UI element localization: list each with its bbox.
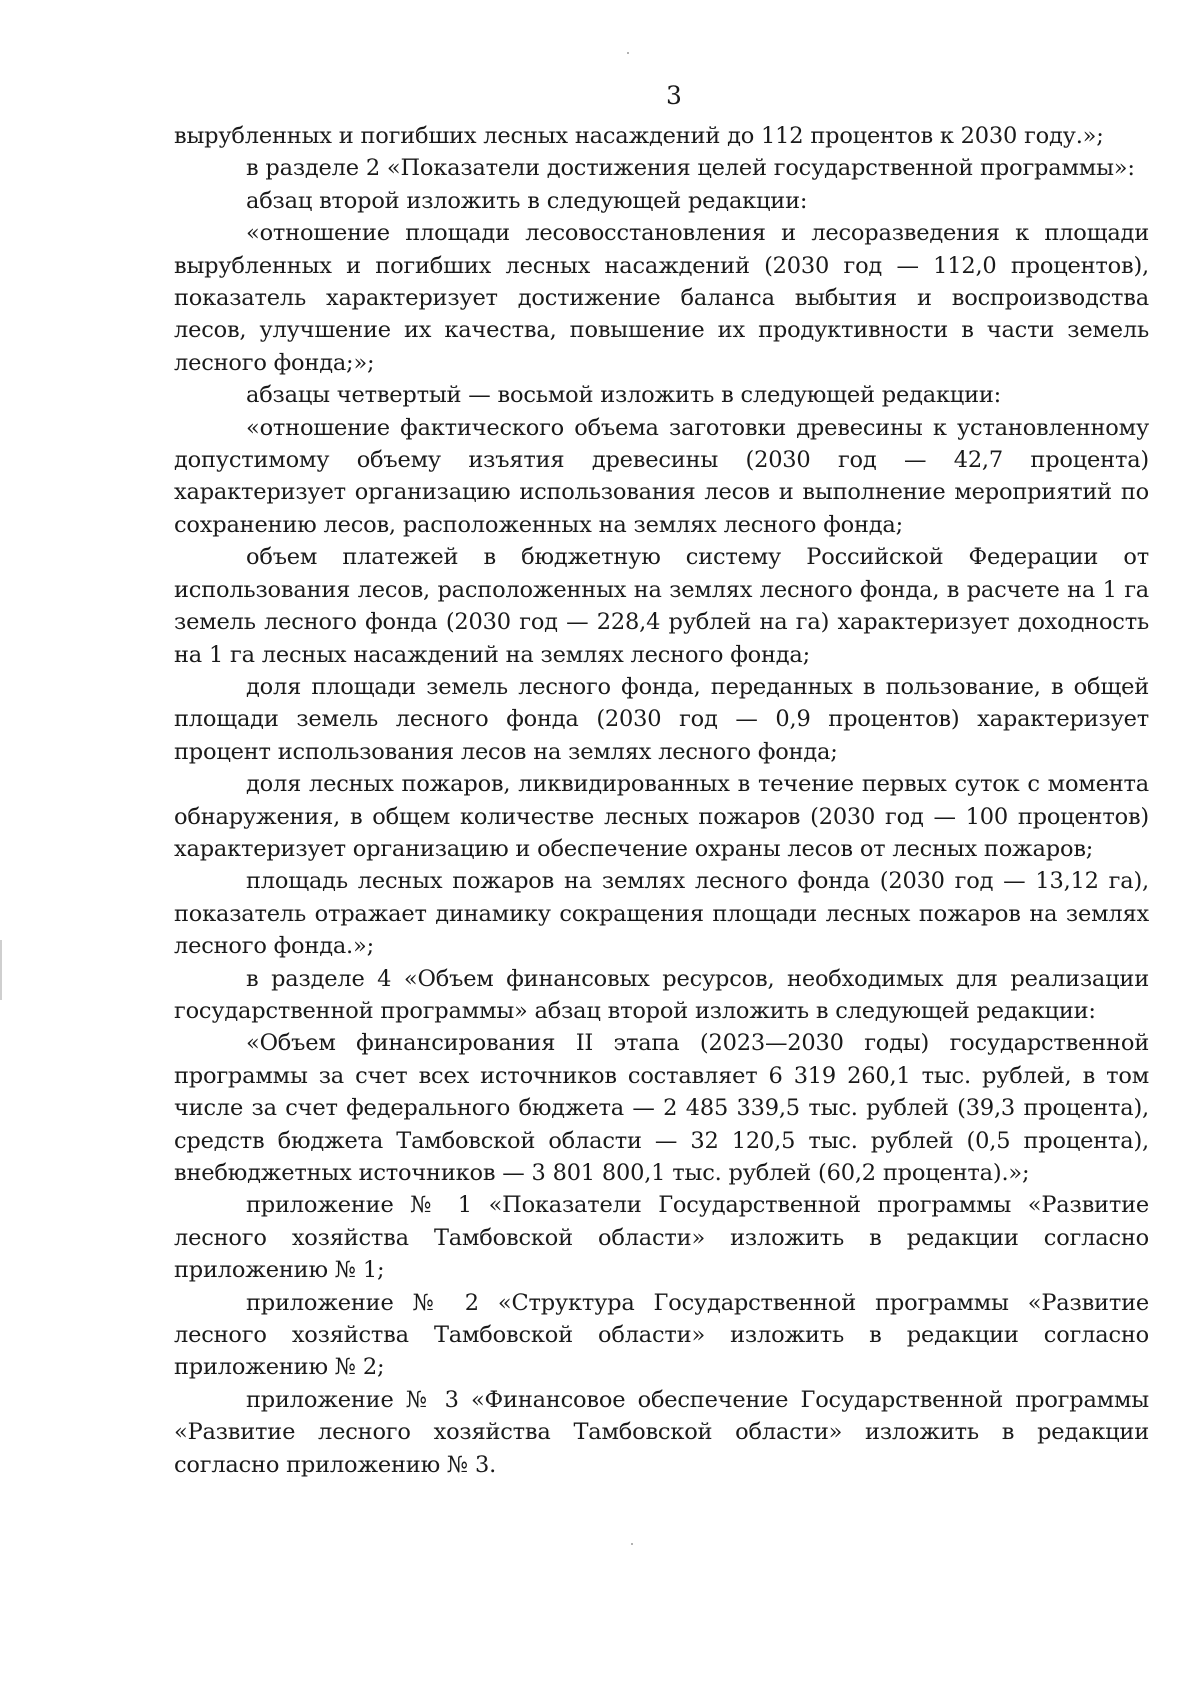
paragraph: в разделе 2 «Показатели достижения целей государственной программы»: xyxy=(246,155,1135,182)
paragraph: «отношение фактического объема заготовки древесины к установленному допустимому объему изъятия древесины (2030 год — 42,7 процента) характеризует организацию использования лесов и выполнение мероприятий по сохранению лесов, расположенных на землях лесного фонда; xyxy=(174,414,1149,538)
scan-speck xyxy=(631,1543,633,1545)
scan-speck xyxy=(627,52,629,54)
paragraph: площадь лесных пожаров на землях лесного фонда (2030 год — 13,12 га), показатель отражает динамику сокращения площади лесных пожаров на землях лесного фонда.»; xyxy=(174,868,1149,960)
paragraph: доля площади земель лесного фонда, переданных в пользование, в общей площади земель лесного фонда (2030 год — 0,9 процентов) характеризует процент использования лесов на землях лесного фонда; xyxy=(174,673,1149,765)
scan-edge-mark xyxy=(0,940,2,1000)
paragraph: абзац второй изложить в следующей редакции: xyxy=(246,187,808,214)
paragraph: «отношение площади лесовосстановления и лесоразведения к площади вырубленных и погибших лесных насаждений (2030 год — 112,0 процентов), показатель характеризует достижение баланса выбытия и воспроизводства лесов, улучшение их качества, повышение их продуктивности в части земель лесного фонда;»; xyxy=(174,220,1149,376)
paragraph: объем платежей в бюджетную систему Российской Федерации от использования лесов, расположенных на землях лесного фонда, в расчете на 1 га земель лесного фонда (2030 год — 228,4 рублей на га) характеризует доходность на 1 га лесных насаждений на землях лесного фонда; xyxy=(174,544,1149,668)
paragraph: в разделе 4 «Объем финансовых ресурсов, необходимых для реализации государственной программы» абзац второй изложить в следующей редакции: xyxy=(174,965,1149,1024)
paragraph: приложение № 2 «Структура Государственной программы «Развитие лесного хозяйства Тамбовской области» изложить в редакции согласно приложению № 2; xyxy=(174,1289,1149,1381)
paragraph: приложение № 3 «Финансовое обеспечение Государственной программы «Развитие лесного хозяйства Тамбовской области» изложить в редакции согласно приложению № 3. xyxy=(174,1386,1149,1478)
paragraph: доля лесных пожаров, ликвидированных в течение первых суток с момента обнаружения, в общем количестве лесных пожаров (2030 год — 100 процентов) характеризует организацию и обеспечение охраны лесов от лесных пожаров; xyxy=(174,771,1149,862)
paragraph: абзацы четвертый — восьмой изложить в следующей редакции: xyxy=(246,382,1002,409)
paragraph-continuation: вырубленных и погибших лесных насаждений до 112 процентов к 2030 году.»; xyxy=(174,123,1104,149)
document-body xyxy=(174,120,1149,1481)
paragraph: приложение № 1 «Показатели Государственной программы «Развитие лесного хозяйства Тамбовской области» изложить в редакции согласно приложению № 1; xyxy=(174,1192,1149,1284)
paragraph: «Объем финансирования II этапа (2023—2030 годы) государственной программы за счет всех источников составляет 6 319 260,1 тыс. рублей, в том числе за счет федерального бюджета — 2 485 339,5 тыс. рублей (39,3 процента), средств бюджета Тамбовской области — 32 120,5 тыс. рублей (0,5 процента), внебюджетных источников — 3 801 800,1 тыс. рублей (60,2 процента).»; xyxy=(174,1030,1149,1186)
page-number: 3 xyxy=(666,81,682,110)
